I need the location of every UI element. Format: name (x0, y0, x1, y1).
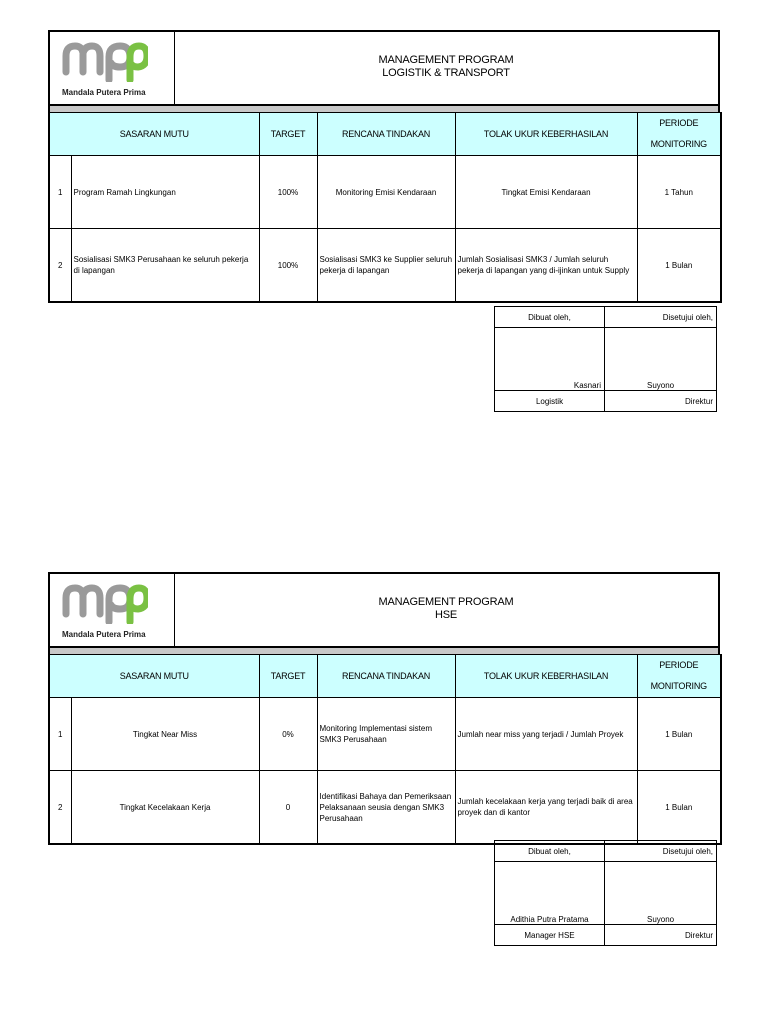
cell-sasaran: Program Ramah Lingkungan (71, 156, 259, 229)
approved-by-role: Direktur (605, 391, 717, 412)
periode-line1: PERIODE (659, 660, 699, 670)
table-row (49, 229, 721, 303)
mpp-logo-icon (62, 584, 148, 624)
approved-by-name: Suyono (605, 328, 717, 391)
made-by-role: Logistik (495, 391, 605, 412)
title-line2: HSE (434, 609, 458, 621)
made-by-name: Adithia Putra Pratama (495, 862, 605, 925)
approved-by-label: Disetujui oleh, (605, 307, 717, 328)
table-row (49, 698, 721, 771)
table-header-row (49, 655, 721, 698)
made-by-name: Kasnari (495, 328, 605, 391)
cell-tolak-ukur: Jumlah kecelakaan kerja yang terjadi baik di area proyek dan di kantor (455, 771, 637, 845)
cell-periode: 1 Bulan (637, 229, 721, 303)
cell-tolak-ukur: Jumlah Sosialisasi SMK3 / Jumlah seluruh pekerja di lapangan yang di-ijinkan untuk Supply (455, 229, 637, 303)
row-number: 1 (49, 698, 71, 771)
cell-periode: 1 Bulan (637, 771, 721, 845)
table-row (49, 771, 721, 845)
title-line1: MANAGEMENT PROGRAM (378, 54, 514, 66)
table-row (49, 156, 721, 229)
approved-by-name: Suyono (605, 862, 717, 925)
program-table (48, 112, 722, 303)
row-number: 1 (49, 156, 71, 229)
cell-rencana: Monitoring Emisi Kendaraan (317, 156, 455, 229)
company-logo (50, 574, 175, 646)
cell-rencana: Identifikasi Bahaya dan Pemeriksaan Pelaksanaan seusia dengan SMK3 Perusahaan (317, 771, 455, 845)
col-tolak-ukur: TOLAK UKUR KEBERHASILAN (455, 113, 637, 156)
col-sasaran-mutu: SASARAN MUTU (49, 655, 259, 698)
page-title (174, 54, 718, 80)
periode-line2: MONITORING (650, 139, 707, 149)
title-line1: MANAGEMENT PROGRAM (378, 596, 514, 608)
periode-line2: MONITORING (650, 681, 707, 691)
cell-tolak-ukur: Tingkat Emisi Kendaraan (455, 156, 637, 229)
cell-periode: 1 Bulan (637, 698, 721, 771)
col-tolak-ukur: TOLAK UKUR KEBERHASILAN (455, 655, 637, 698)
col-rencana-tindakan: RENCANA TINDAKAN (317, 113, 455, 156)
cell-tolak-ukur: Jumlah near miss yang terjadi / Jumlah Proyek (455, 698, 637, 771)
col-target: TARGET (259, 113, 317, 156)
form-header (48, 30, 720, 106)
company-name: Mandala Putera Prima (62, 88, 146, 97)
page-title (174, 596, 718, 622)
periode-line1: PERIODE (659, 118, 699, 128)
col-target: TARGET (259, 655, 317, 698)
made-by-label: Dibuat oleh, (495, 841, 605, 862)
form-header (48, 572, 720, 648)
company-logo (50, 32, 175, 104)
table-header-row (49, 113, 721, 156)
cell-target: 100% (259, 229, 317, 303)
row-number: 2 (49, 229, 71, 303)
made-by-label: Dibuat oleh, (495, 307, 605, 328)
cell-rencana: Sosialisasi SMK3 ke Supplier seluruh pekerja di lapangan (317, 229, 455, 303)
cell-sasaran: Tingkat Kecelakaan Kerja (71, 771, 259, 845)
cell-sasaran: Sosialisasi SMK3 Perusahaan ke seluruh pekerja di lapangan (71, 229, 259, 303)
cell-sasaran: Tingkat Near Miss (71, 698, 259, 771)
cell-target: 100% (259, 156, 317, 229)
cell-periode: 1 Tahun (637, 156, 721, 229)
cell-target: 0 (259, 771, 317, 845)
col-periode-monitoring (637, 113, 721, 156)
col-periode-monitoring (637, 655, 721, 698)
row-number: 2 (49, 771, 71, 845)
program-table (48, 654, 722, 845)
company-name: Mandala Putera Prima (62, 630, 146, 639)
col-rencana-tindakan: RENCANA TINDAKAN (317, 655, 455, 698)
signature-table (494, 840, 717, 946)
mpp-logo-icon (62, 42, 148, 82)
title-line2: LOGISTIK & TRANSPORT (382, 67, 510, 79)
approved-by-label: Disetujui oleh, (605, 841, 717, 862)
approved-by-role: Direktur (605, 925, 717, 946)
cell-rencana: Monitoring Implementasi sistem SMK3 Perusahaan (317, 698, 455, 771)
col-sasaran-mutu: SASARAN MUTU (49, 113, 259, 156)
signature-table (494, 306, 717, 412)
cell-target: 0% (259, 698, 317, 771)
made-by-role: Manager HSE (495, 925, 605, 946)
